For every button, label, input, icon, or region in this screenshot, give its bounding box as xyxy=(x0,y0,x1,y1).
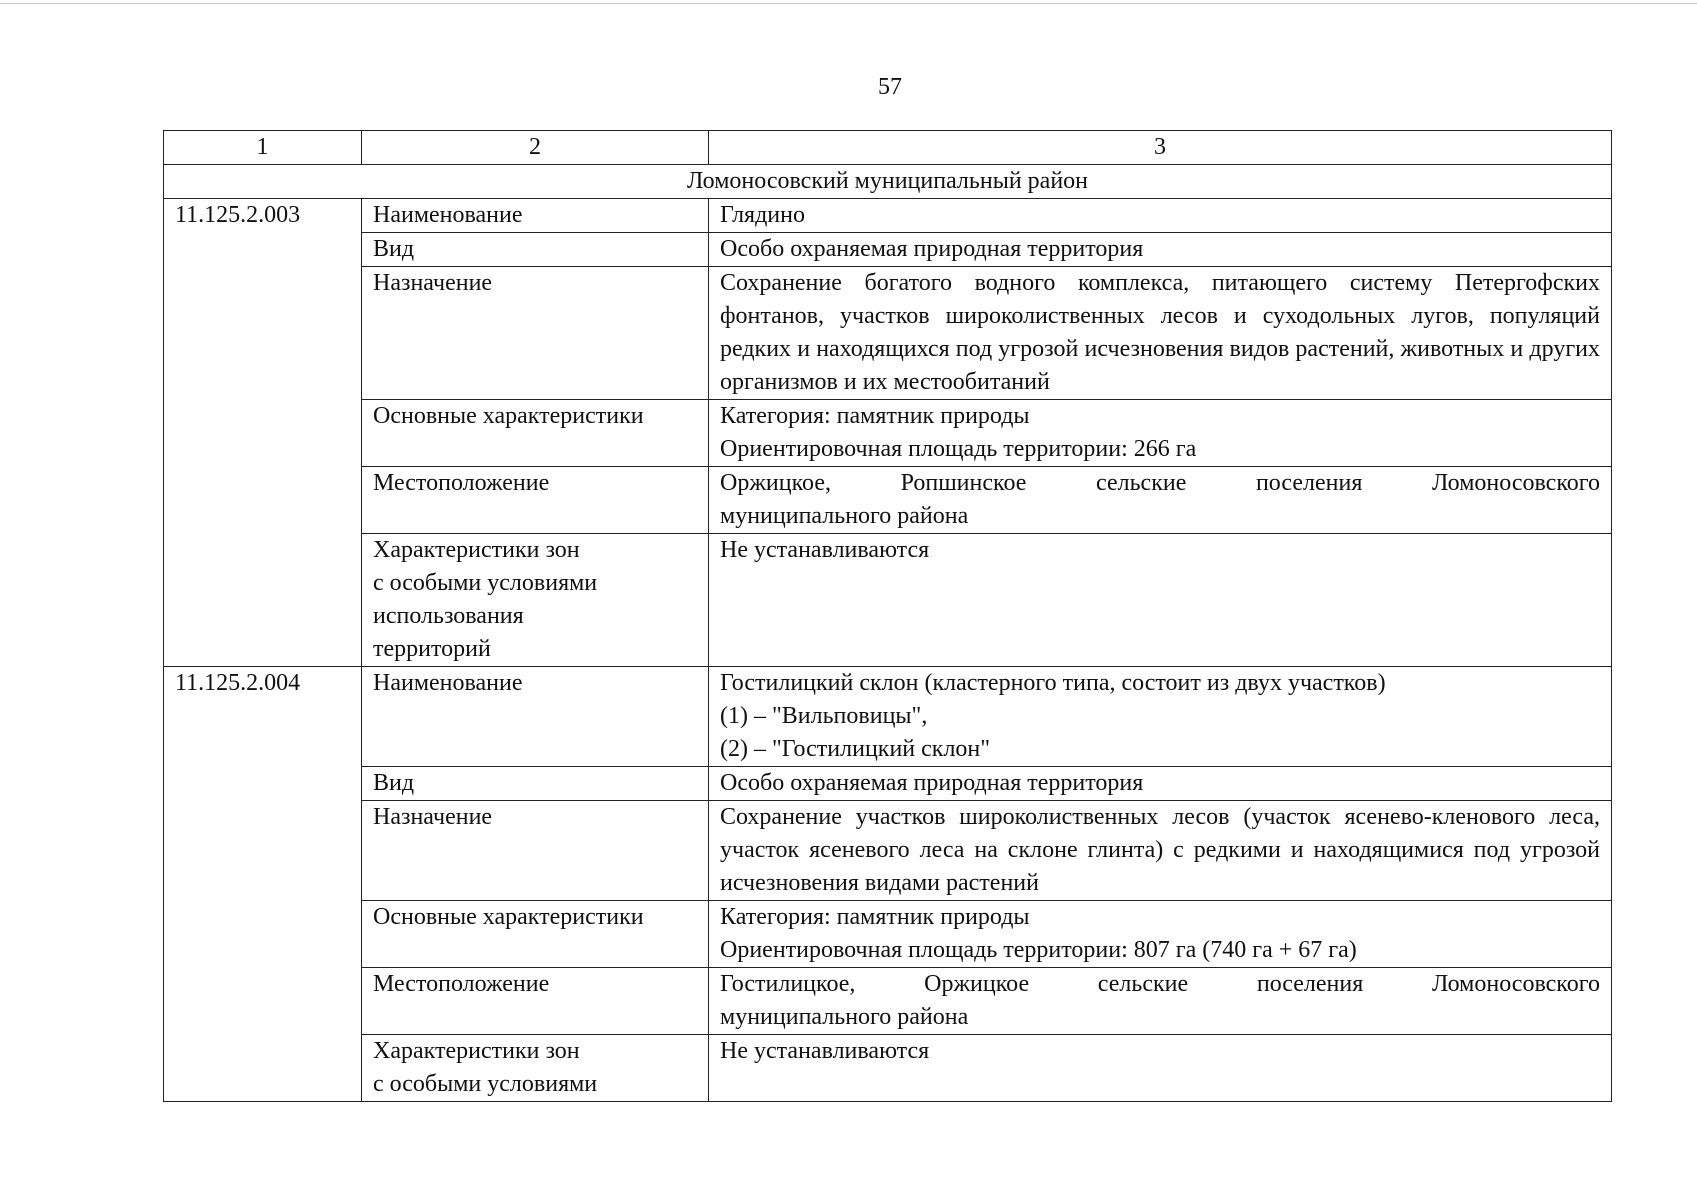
value-line: Оржицкое, Ропшинское сельские поселения Ломоносовского xyxy=(720,470,1600,496)
label-line: с особыми условиями xyxy=(373,1071,598,1097)
label-line: Характеристики зон xyxy=(373,537,580,563)
table-header-row xyxy=(164,131,1612,165)
label-line: с особыми условиями xyxy=(373,570,598,596)
row-label: Наименование xyxy=(362,199,709,233)
row-label: Вид xyxy=(362,233,709,267)
value-line: муниципального района xyxy=(720,503,969,529)
table-row xyxy=(164,534,1612,667)
label-line: территорий xyxy=(373,636,491,662)
row-value xyxy=(709,667,1612,767)
scan-top-rule xyxy=(0,3,1697,4)
row-label: Назначение xyxy=(362,267,709,400)
district-name: Ломоносовский муниципальный район xyxy=(164,165,1612,199)
label-line: Характеристики зон xyxy=(373,1038,580,1064)
label-line: использования xyxy=(373,603,524,629)
table-row xyxy=(164,901,1612,968)
row-value xyxy=(709,901,1612,968)
table-row xyxy=(164,400,1612,467)
table-row xyxy=(164,267,1612,400)
table-row xyxy=(164,968,1612,1035)
table-row xyxy=(164,767,1612,801)
column-header-3: 3 xyxy=(709,131,1612,165)
row-value xyxy=(709,400,1612,467)
value-line: Ориентировочная площадь территории: 807 га (740 га + 67 га) xyxy=(720,937,1357,963)
column-header-1: 1 xyxy=(164,131,362,165)
table-row xyxy=(164,233,1612,267)
table-row xyxy=(164,199,1612,233)
row-label: Вид xyxy=(362,767,709,801)
value-line: Ориентировочная площадь территории: 266 га xyxy=(720,436,1197,462)
territory-table xyxy=(163,130,1612,1102)
value-line: (1) – "Вильповицы", xyxy=(720,703,928,729)
row-value: Глядино xyxy=(709,199,1612,233)
row-label: Основные характеристики xyxy=(362,901,709,968)
value-line: муниципального района xyxy=(720,1004,969,1030)
object-id: 11.125.2.003 xyxy=(164,199,362,667)
row-label: Местоположение xyxy=(362,467,709,534)
value-line: Категория: памятник природы xyxy=(720,904,1030,930)
row-value: Особо охраняемая природная территория xyxy=(709,233,1612,267)
table-row xyxy=(164,1035,1612,1102)
table-row xyxy=(164,801,1612,901)
row-label: Основные характеристики xyxy=(362,400,709,467)
row-value: Сохранение участков широколиственных лесов (участок ясенево-кленового леса, участок ясеневого леса на склоне глинта) с редкими и находящимися под угрозой исчезновения видами растений xyxy=(709,801,1612,901)
row-label: Местоположение xyxy=(362,968,709,1035)
table-row xyxy=(164,667,1612,767)
value-line: Гостилицкий склон (кластерного типа, состоит из двух участков) xyxy=(720,670,1386,696)
row-value: Не устанавливаются xyxy=(709,534,1612,667)
value-line: Категория: памятник природы xyxy=(720,403,1030,429)
row-value xyxy=(709,467,1612,534)
object-id: 11.125.2.004 xyxy=(164,667,362,1102)
row-value: Особо охраняемая природная территория xyxy=(709,767,1612,801)
column-header-2: 2 xyxy=(362,131,709,165)
row-value xyxy=(709,968,1612,1035)
row-value: Сохранение богатого водного комплекса, питающего систему Петергофских фонтанов, участков широколиственных лесов и суходольных лугов, популяций редких и находящихся под угрозой исчезновения видов растений, животных и других организмов и их местообитаний xyxy=(709,267,1612,400)
row-label xyxy=(362,534,709,667)
value-line: Гостилицкое, Оржицкое сельские поселения Ломоносовского xyxy=(720,971,1600,997)
district-row xyxy=(164,165,1612,199)
row-value: Не устанавливаются xyxy=(709,1035,1612,1102)
row-label: Назначение xyxy=(362,801,709,901)
row-label xyxy=(362,1035,709,1102)
page-number: 57 xyxy=(878,74,902,100)
value-line: (2) – "Гостилицкий склон" xyxy=(720,736,991,762)
table-row xyxy=(164,467,1612,534)
row-label: Наименование xyxy=(362,667,709,767)
